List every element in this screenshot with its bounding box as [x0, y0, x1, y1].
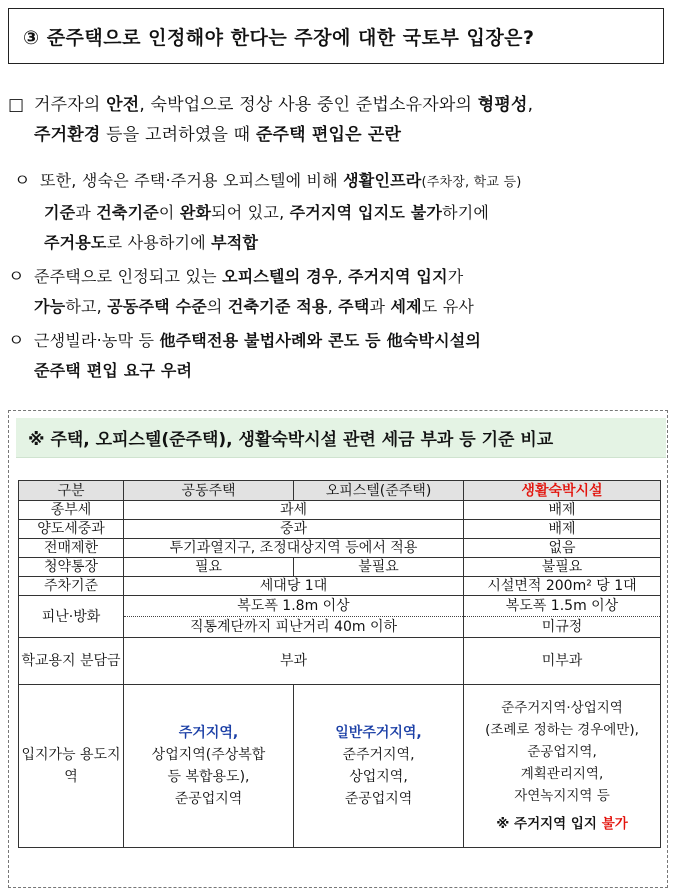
square-bullet: □ — [8, 95, 25, 115]
table-row: 전매제한 투기과열지구, 조정대상지역 등에서 적용 없음 — [19, 539, 661, 558]
table-row-zoning — [19, 685, 661, 848]
zone-apartment: 주거지역, 상업지역(주상복합 등 복합용도), 준공업지역 — [124, 685, 294, 848]
zone-lodging: 준주거지역·상업지역 (조례로 정하는 경우에만), 준공업지역, 계획관리지역, 자연녹지지역 등 ※ 주거지역 입지 불가 — [464, 685, 661, 848]
zone-officetel: 일반주거지역, 준주거지역, 상업지역, 준공업지역 — [294, 685, 464, 848]
header-category: 구분 — [19, 481, 124, 501]
zone-warning: ※ 주거지역 입지 불가 — [496, 816, 628, 832]
table-row: 종부세 과세 배제 — [19, 501, 661, 520]
table-row: 피난·방화 복도폭 1.8m 이상 복도폭 1.5m 이상 — [19, 596, 661, 617]
question-title: ③ 준주택으로 인정해야 한다는 주장에 대한 국토부 입장은? — [23, 26, 535, 49]
comparison-table — [18, 480, 661, 848]
table-row: 양도세중과 중과 배제 — [19, 520, 661, 539]
comparison-title: ※ 주택, 오피스텔(준주택), 생활숙박시설 관련 세금 부과 등 기준 비교 — [16, 418, 666, 458]
main-paragraph: □ 거주자의 안전, 숙박업으로 정상 사용 중인 준법소유자와의 형평성, 주거환경 등을 고려하였을 때 준주택 편입은 곤란 — [8, 90, 668, 150]
circle-bullet: ㅇ — [14, 171, 31, 191]
table-row: 청약통장 필요 불필요 불필요 — [19, 558, 661, 577]
table-header-row — [19, 481, 661, 501]
table-row: 직통계단까지 피난거리 40m 이하 미규정 — [19, 617, 661, 638]
header-apartment: 공동주택 — [124, 481, 294, 501]
header-officetel: 오피스텔(준주택) — [294, 481, 464, 501]
bullet-concern: ㅇ 근생빌라‧농막 등 他주택전용 불법사례와 콘도 등 他숙박시설의 준주택 편입 요구 우려 — [8, 326, 668, 386]
circle-bullet: ㅇ — [8, 267, 25, 287]
zone-label: 입지가능 용도지역 — [19, 685, 124, 848]
table-row: 학교용지 분담금 부과 미부과 — [19, 638, 661, 685]
bullet-officetel: ㅇ 준주택으로 인정되고 있는 오피스텔의 경우, 주거지역 입지가 가능하고, 공동주택 수준의 건축기준 적용, 주택과 세제도 유사 — [8, 262, 668, 322]
question-box — [8, 8, 664, 64]
header-lodging: 생활숙박시설 — [464, 481, 661, 501]
table-row: 주차기준 세대당 1대 시설면적 200m² 당 1대 — [19, 577, 661, 596]
bullet-infra: ㅇ 또한, 생숙은 주택‧주거용 오피스텔에 비해 생활인프라(주차장, 학교 등) 기준과 건축기준이 완화되어 있고, 주거지역 입지도 불가하기에 주거용도로 사용하기에 부적합 — [14, 166, 674, 258]
circle-bullet: ㅇ — [8, 331, 25, 351]
